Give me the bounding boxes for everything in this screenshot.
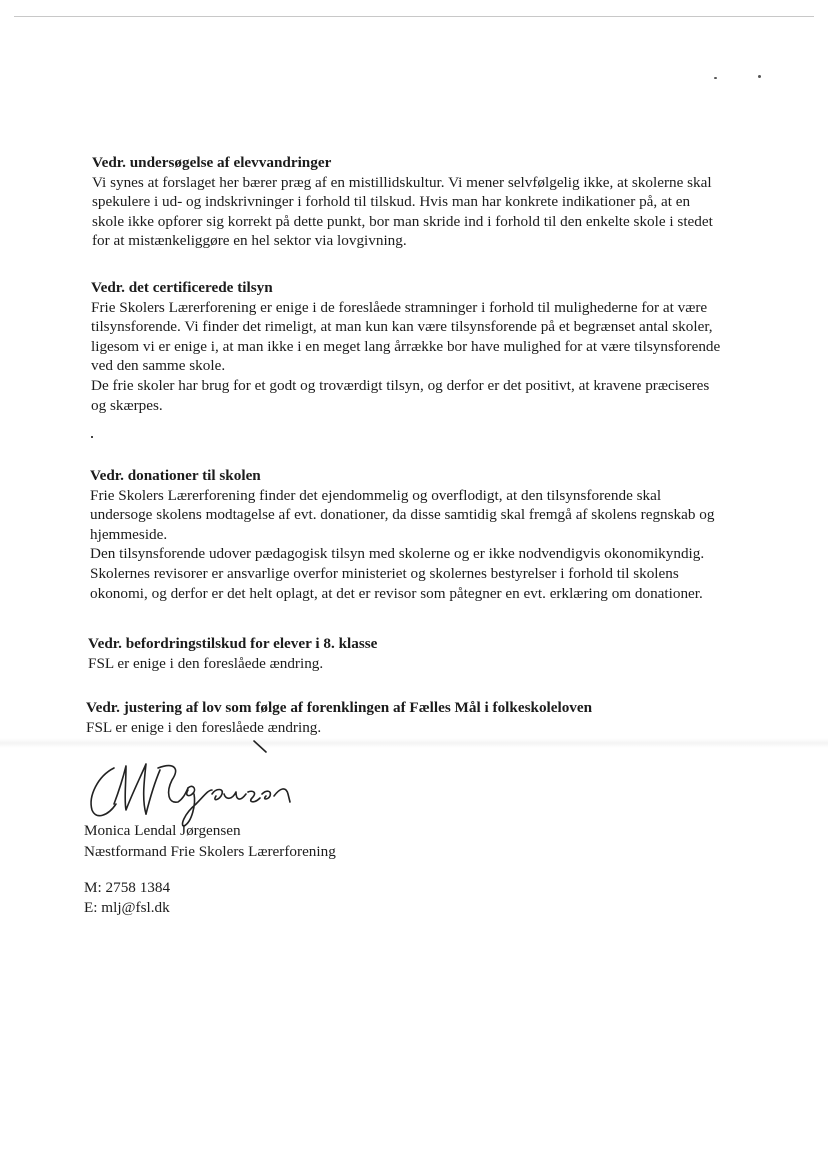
contact-email: E: mlj@fsl.dk	[84, 899, 170, 916]
signer-title: Næstformand Frie Skolers Lærerforening	[84, 843, 336, 860]
body-line: hjemmeside.	[90, 525, 168, 543]
stray-mark	[91, 436, 93, 438]
handwritten-signature	[84, 738, 324, 830]
body-line: Frie Skolers Lærerforening finder det ejendommelig og overflodigt, at den tilsynsforende skal	[90, 486, 662, 504]
body-line: Skolernes revisorer er ansvarlige overfor ministeriet og skolernes bestyrelser i forhold til skolens	[90, 564, 679, 582]
body-line: ligesom vi er enige i, at man ikke i en meget lang årrække bor have mulighed for at være tilsynsforende	[91, 337, 721, 355]
section-donationer	[90, 466, 714, 603]
scan-border-line	[14, 16, 814, 17]
section-heading: Vedr. donationer til skolen	[90, 467, 261, 484]
section-faelles-maal	[86, 698, 592, 737]
section-heading: Vedr. undersøgelse af elevvandringer	[92, 154, 332, 171]
scan-speck	[758, 75, 761, 78]
body-line: Vi synes at forslaget her bærer præg af en mistillidskultur. Vi mener selvfølgelig ikke, at skolerne skal	[92, 173, 712, 191]
contact-block	[84, 878, 170, 918]
signer-name: Monica Lendal Jørgensen	[84, 822, 241, 839]
contact-phone: M: 2758 1384	[84, 879, 171, 896]
body-line: okonomi, og derfor er det helt oplagt, at det er revisor som påtegner en evt. erklæring om donationer.	[90, 584, 703, 602]
body-line: FSL er enige i den foreslåede ændring.	[88, 654, 324, 672]
section-elevvandringer	[92, 153, 713, 251]
body-line: og skærpes.	[91, 396, 163, 414]
body-line: FSL er enige i den foreslåede ændring.	[86, 718, 322, 736]
body-line: Den tilsynsforende udover pædagogisk tilsyn med skolerne og er ikke nodvendigvis okonomikyndig.	[90, 545, 705, 563]
section-befordringstilskud	[88, 634, 377, 673]
body-line: skole ikke opforer sig korrekt på dette punkt, bor man skride ind i forhold til den enkelte skole i stedet	[92, 212, 713, 230]
body-line: ved den samme skole.	[91, 357, 226, 375]
section-heading: Vedr. justering af lov som følge af forenklingen af Fælles Mål i folkeskoleloven	[86, 699, 593, 716]
scan-speck	[714, 77, 717, 79]
section-heading: Vedr. det certificerede tilsyn	[91, 279, 273, 296]
section-certificerede-tilsyn	[91, 278, 720, 415]
body-line: Frie Skolers Lærerforening er enige i de foreslåede stramninger i forhold til mulighederne for at være	[91, 298, 708, 316]
body-line: tilsynsforende. Vi finder det rimeligt, at man kun kan være tilsynsforende på et begrænset antal skoler,	[91, 318, 713, 336]
body-line: De frie skoler har brug for et godt og troværdigt tilsyn, og derfor er det positivt, at kravene præciseres	[91, 376, 710, 394]
body-line: spekulere i ud- og indskrivninger i forhold til tilskud. Hvis man har konkrete indikationer på, at en	[92, 193, 691, 211]
section-heading: Vedr. befordringstilskud for elever i 8. klasse	[88, 635, 378, 652]
signature-block	[84, 820, 336, 862]
body-line: undersoge skolens modtagelse af evt. donationer, da disse samtidig skal fremgå af skolens regnskab og	[90, 506, 715, 524]
body-line: for at mistænkeliggøre en hel sektor via lovgivning.	[92, 232, 407, 250]
